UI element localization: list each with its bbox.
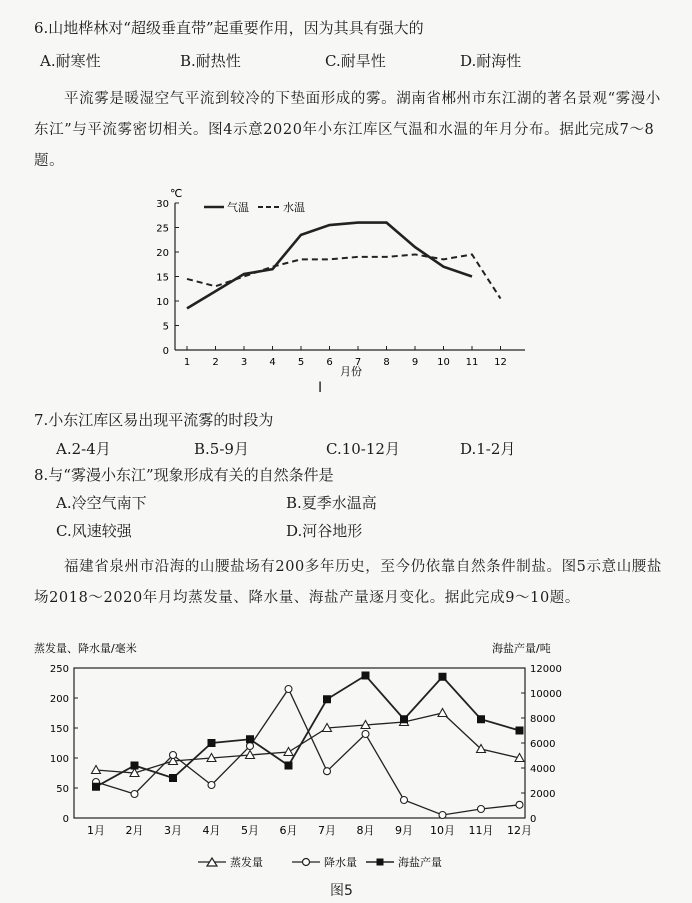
precipitation-point [285, 686, 292, 693]
q6-stem: 6.山地桦林对“超级垂直带”起重要作用，因为其具有强大的 [34, 19, 424, 37]
q8-option-a[interactable]: A.冷空气南下 [56, 494, 147, 512]
chart2-month-label: 4月 [202, 824, 221, 837]
salt-chart [30, 640, 570, 875]
q7-option-d[interactable]: D.1-2月 [460, 440, 516, 458]
evaporation-point [438, 709, 447, 717]
chart2-month-label: 1月 [87, 824, 105, 837]
precipitation-point [324, 768, 331, 775]
chart2-left-tick-label: 150 [49, 724, 69, 735]
chart2-left-label: 蒸发量、降水量/毫米 [34, 642, 137, 655]
chart1-xtick-label: 12 [494, 357, 507, 368]
passage-salt: 福建省泉州市沿海的山腰盐场有200多年历史，至今仍依靠自然条件制盐。图5示意山腰盐场2018～2020年月均蒸发量、降水量、海盐产量逐月变化。据此完成9～10题。 [34, 559, 662, 606]
q6-option-d[interactable]: D.耐海性 [460, 52, 522, 70]
salt-output-point [362, 672, 370, 680]
chart2-month-label: 11月 [468, 824, 494, 837]
precipitation-point [247, 743, 254, 750]
chart1-ytick-label: 20 [156, 248, 169, 259]
chart2-left-tick-label: 100 [49, 754, 69, 765]
chart2-left-tick-label: 200 [49, 694, 69, 705]
precipitation-point [478, 806, 485, 813]
legend-water-label: 水温 [283, 201, 305, 214]
chart2-right-tick-label: 4000 [530, 764, 556, 775]
chart2-right-tick-label: 6000 [530, 739, 556, 750]
chart1-x-label: 月份 [340, 365, 362, 378]
precipitation-point [516, 801, 523, 808]
water-temperature-line [187, 254, 501, 298]
chart1-ytick-label: 25 [156, 223, 169, 235]
chart1-ytick-label: 15 [156, 272, 169, 284]
chart1-xtick-label: 6 [326, 357, 333, 368]
chart2-month-label: 5月 [241, 824, 259, 837]
q6-option-b[interactable]: B.耐热性 [180, 52, 241, 70]
precipitation-point [362, 731, 369, 738]
chart1-caption: I [318, 380, 323, 396]
precipitation-point [401, 797, 408, 804]
chart2-axes [74, 668, 525, 818]
chart1-xtick-label: 5 [297, 357, 305, 368]
legend-salt-label: 海盐产量 [398, 856, 442, 869]
chart2-right-tick-label: 8000 [530, 714, 556, 725]
legend-air-label: 气温 [227, 201, 249, 214]
air-temperature-line [187, 223, 472, 309]
evaporation-point [284, 748, 293, 756]
chart2-month-label: 12月 [507, 824, 532, 837]
passage-fog: 平流雾是暖湿空气平流到较冷的下垫面形成的雾。湖南省郴州市东江湖的著名景观“雾漫小东江”与平流雾密切相关。图4示意2020年小东江库区气温和水温的年月分布。据此完成7～8题。 [34, 91, 661, 169]
chart2-legend [198, 855, 442, 869]
salt-output-point [246, 735, 254, 743]
chart1-axes [175, 203, 525, 350]
salt-output-point [208, 739, 216, 747]
q7-option-a[interactable]: A.2-4月 [56, 440, 111, 458]
chart2-month-label: 10月 [430, 824, 455, 837]
chart2-left-tick-label: 250 [49, 664, 69, 675]
chart2-series [92, 672, 525, 819]
chart1-xtick-label: 7 [354, 357, 362, 368]
q6-option-a[interactable]: A.耐寒性 [40, 52, 101, 70]
chart2-right-label: 海盐产量/吨 [492, 642, 551, 655]
precipitation-line [96, 689, 520, 815]
chart1-ytick-label: 10 [156, 297, 169, 308]
chart1-xtick-label: 2 [212, 357, 219, 368]
chart1-xtick-label: 11 [465, 357, 479, 368]
chart2-month-label: 8月 [356, 824, 375, 837]
salt-output-line [96, 676, 520, 787]
precipitation-point [131, 791, 138, 798]
chart1-series [187, 223, 501, 309]
chart2-right-tick-label: 10000 [530, 689, 562, 700]
q8-option-b[interactable]: B.夏季水温高 [286, 494, 377, 512]
chart2-plot-frame [74, 668, 525, 818]
salt-output-point [169, 774, 177, 782]
chart1-ytick-label: 5 [162, 321, 169, 333]
q8-option-c[interactable]: C.风速较强 [56, 522, 132, 540]
salt-output-point [323, 695, 331, 703]
salt-output-point [131, 762, 139, 770]
chart1-y-unit: ℃ [170, 187, 183, 200]
chart1-legend [204, 200, 305, 214]
legend-precip-label: 降水量 [324, 856, 357, 869]
chart1-xtick-label: 9 [411, 357, 419, 368]
chart2-right-tick-label: 2000 [530, 789, 556, 800]
chart2-month-label: 2月 [125, 824, 144, 837]
q8-stem: 8.与“雾漫小东江”现象形成有关的自然条件是 [34, 466, 334, 484]
salt-output-point [439, 673, 447, 681]
evaporation-point [92, 766, 101, 774]
chart2-left-tick-label: 50 [56, 784, 69, 795]
legend-precip-marker [303, 859, 310, 866]
temperature-chart [140, 185, 530, 380]
salt-output-point [285, 762, 293, 770]
q8-option-d[interactable]: D.河谷地形 [286, 522, 363, 540]
q7-option-c[interactable]: C.10-12月 [326, 440, 400, 458]
salt-output-point [92, 783, 100, 791]
chart1-ytick-label: 0 [162, 346, 169, 357]
chart2-month-label: 3月 [164, 824, 182, 837]
q6-option-c[interactable]: C.耐旱性 [325, 52, 386, 70]
chart1-ytick-label: 30 [156, 199, 169, 210]
chart2-left-tick-label: 0 [62, 814, 69, 825]
chart2-month-label: 6月 [279, 824, 298, 837]
salt-output-point [477, 715, 485, 723]
chart1-xtick-label: 10 [437, 357, 450, 368]
chart1-xtick-label: 4 [269, 357, 276, 368]
q7-stem: 7.小东江库区易出现平流雾的时段为 [34, 411, 274, 429]
chart1-xtick-label: 1 [183, 357, 191, 368]
precipitation-point [170, 752, 177, 759]
chart2-caption: 图5 [330, 883, 353, 899]
legend-salt-marker [377, 859, 384, 866]
precipitation-point [208, 782, 215, 789]
evaporation-line [96, 713, 520, 773]
chart2-right-tick-label: 12000 [530, 664, 562, 675]
chart2-right-tick-label: 0 [530, 814, 537, 825]
chart1-xtick-label: 8 [383, 357, 390, 368]
chart2-month-label: 7月 [318, 824, 336, 837]
salt-output-point [400, 715, 408, 723]
salt-output-point [516, 727, 524, 735]
chart2-month-label: 9月 [395, 824, 413, 837]
precipitation-point [439, 812, 446, 819]
chart1-xtick-label: 3 [240, 357, 248, 368]
legend-evap-label: 蒸发量 [230, 856, 263, 869]
q7-option-b[interactable]: B.5-9月 [194, 440, 249, 458]
